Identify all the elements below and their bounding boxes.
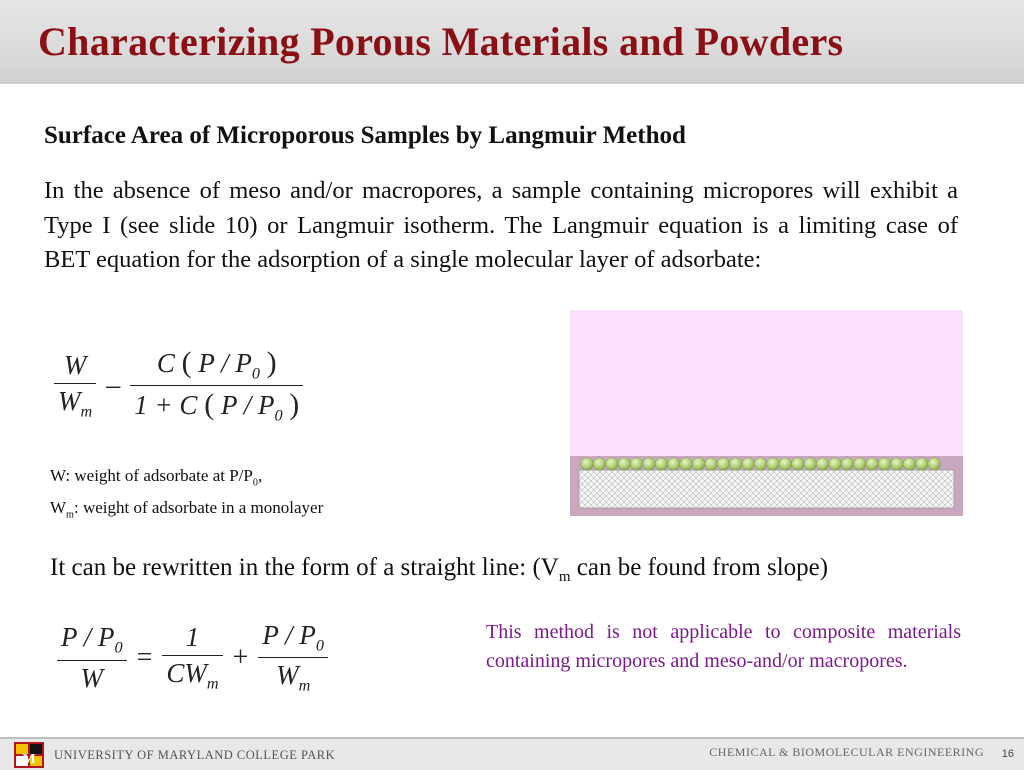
eq1-operator: –: [106, 369, 121, 401]
slide-title: Characterizing Porous Materials and Powders: [38, 19, 844, 64]
adsorbate-monolayer: [581, 458, 941, 471]
adsorbate-molecule: [878, 458, 891, 471]
footer-bar: [0, 737, 1024, 770]
adsorbate-molecule: [754, 458, 767, 471]
eq2-mid-den-main: CW: [166, 658, 207, 689]
svg-text:M: M: [22, 752, 36, 767]
eq2-lhs-denominator: W: [80, 662, 104, 693]
eq1-lhs-den-main: W: [58, 386, 81, 417]
eq2-rhs-den-sub: m: [298, 676, 311, 695]
eq1-rhs-den-p: P / P: [220, 390, 275, 421]
adsorbate-molecule: [618, 458, 631, 471]
adsorbate-molecule: [717, 458, 730, 471]
eq2-mid-numerator: 1: [162, 622, 222, 656]
adsorbate-molecule: [606, 458, 619, 471]
eq1-lhs-numerator: W: [54, 350, 96, 384]
intro-paragraph: In the absence of meso and/or macropores, a sample containing micropores will exhibit a Type I (see slide 10) or Langmuir isotherm. The Langmuir equation is a limiting case of BET equation for the adsorption of a single molecular layer of adsorbate:: [44, 177, 958, 273]
eq1-rhs-num-p: P / P: [198, 348, 252, 378]
eq1-lhs-denominator: [54, 384, 96, 421]
substrate-surface: [579, 470, 954, 508]
title-bar: [0, 0, 1024, 84]
rewrite-text-before: It can be rewritten in the form of a straight line: (V: [50, 554, 559, 581]
eq2-mid-fraction: [162, 622, 222, 693]
eq2-rhs-numerator: [258, 620, 328, 658]
eq1-rhs-denominator: 1 + C ( P / $P_0$ ): [134, 388, 300, 425]
adsorbate-molecule: [928, 458, 941, 471]
eq2-rhs-denominator: [258, 658, 328, 695]
definition-wm-text: : weight of adsorbate in a monolayer: [73, 498, 324, 517]
langmuir-equation: [54, 346, 303, 426]
adsorbate-molecule: [804, 458, 817, 471]
eq2-lhs-fraction: [57, 622, 127, 693]
adsorbate-molecule: [643, 458, 656, 471]
adsorbate-molecule: [730, 458, 743, 471]
adsorbate-molecule: [916, 458, 929, 471]
eq1-lhs-fraction: [54, 350, 96, 421]
adsorbate-molecule: [816, 458, 829, 471]
definition-wm-main: W: [50, 498, 67, 517]
eq2-mid-denominator: [162, 656, 222, 693]
rewrite-sub: m: [558, 569, 571, 585]
definition-w-text: W: weight of adsorbate at P/P: [50, 466, 253, 485]
eq1-rhs-num-c: C: [156, 348, 175, 378]
adsorbate-molecule: [767, 458, 780, 471]
monolayer-diagram: [570, 310, 963, 516]
eq2-mid-den-sub: m: [206, 674, 219, 693]
definition-w: [50, 466, 262, 488]
eq1-rhs-den-1: 1 + C: [134, 390, 198, 421]
eq2-rhs-fraction: [258, 620, 328, 696]
applicability-note: This method is not applicable to composite materials containing micropores and meso-and/or macropores.: [486, 621, 961, 672]
eq2-lhs-num-sub: 0: [114, 638, 123, 657]
eq2-lhs-num-p: P / P: [61, 622, 115, 653]
adsorbate-molecule: [903, 458, 916, 471]
eq1-rhs-num-sub: 0: [251, 364, 260, 383]
adsorbate-molecule: [841, 458, 854, 471]
linear-langmuir-equation: [57, 620, 328, 696]
adsorbate-molecule: [792, 458, 805, 471]
adsorbate-molecule: [680, 458, 693, 471]
rewrite-sentence: [50, 554, 828, 586]
eq2-lhs-numerator: [57, 622, 127, 660]
adsorbate-molecule: [742, 458, 755, 471]
adsorbate-molecule: [891, 458, 904, 471]
adsorbate-molecule: [668, 458, 681, 471]
adsorbate-molecule: [854, 458, 867, 471]
adsorbate-molecule: [779, 458, 792, 471]
eq1-rhs-den-sub: 0: [274, 406, 283, 425]
adsorbate-molecule: [655, 458, 668, 471]
eq2-rhs-num-sub: 0: [315, 636, 324, 655]
adsorbate-molecule: [692, 458, 705, 471]
definition-wm-sub: m: [66, 509, 74, 521]
definition-w-tail: ,: [257, 466, 263, 485]
adsorbate-molecule: [866, 458, 879, 471]
rewrite-text-after: can be found from slope): [570, 554, 829, 581]
department-name: CHEMICAL & BIOMOLECULAR ENGINEERING: [709, 745, 984, 759]
section-heading: Surface Area of Microporous Samples by Langmuir Method: [44, 122, 686, 149]
eq2-rhs-den-main: W: [276, 660, 299, 691]
eq1-rhs-fraction: [130, 346, 303, 426]
university-name: UNIVERSITY OF MARYLAND COLLEGE PARK: [54, 748, 336, 762]
definition-w-sub: 0: [252, 477, 258, 489]
page-number: 16: [1001, 748, 1014, 760]
adsorbate-molecule: [630, 458, 643, 471]
adsorbate-molecule: [593, 458, 606, 471]
eq2-rhs-num-p: P / P: [262, 620, 316, 650]
eq1-lhs-den-sub: m: [80, 402, 93, 421]
diagram-background: [570, 310, 963, 458]
adsorbate-molecule: [705, 458, 718, 471]
eq2-equals: =: [136, 641, 153, 673]
university-logo-icon: [14, 742, 44, 768]
adsorbate-molecule: [581, 458, 594, 471]
adsorbate-molecule: [829, 458, 842, 471]
eq1-rhs-numerator: C ( P / $P_0$ ): [130, 346, 303, 386]
eq2-plus: +: [232, 641, 249, 673]
definition-wm: [50, 498, 323, 520]
